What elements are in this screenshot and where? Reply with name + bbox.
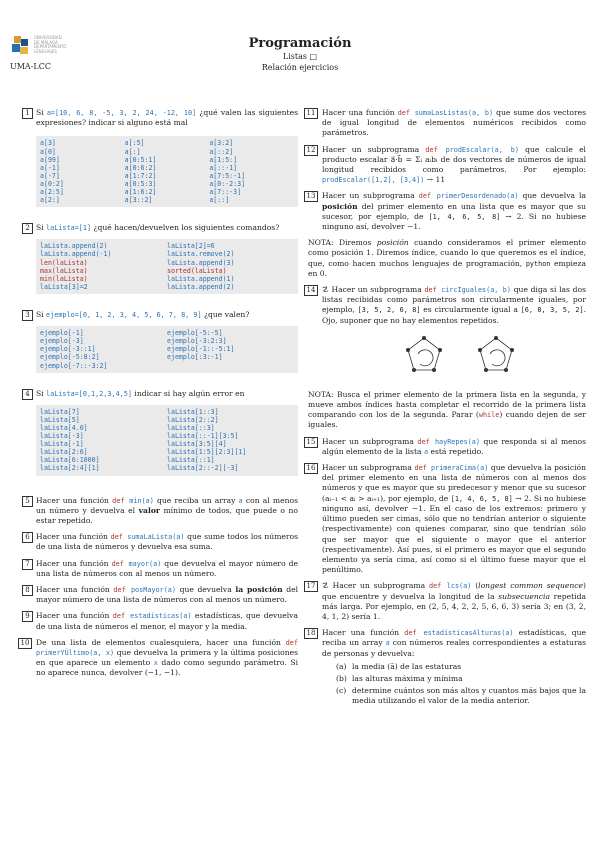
code-line: ejemplo[-1] [40,329,84,338]
header [0,36,600,73]
text: mínimo de todos, que puede o no estar repetido. [36,505,298,525]
code: laLista=[1] [46,224,92,233]
text: . Ojo, suponer que no hay elementos repetidos. [322,305,586,325]
text: Hacer un subprograma [322,191,419,201]
exercise-1 [22,108,298,128]
code-line: a[::-1] [209,163,238,172]
text: que devuelva la posición del primer elemento en una lista de números con al menos dos números y que es mayor que su predecesor y menor que su sucesor (aᵢ₋₁ < aᵢ > aᵢ₊₁), por ejemplo, de [322,463,586,503]
code-line: a[1:7:2] [124,171,157,180]
code-line: a[3] [40,139,56,148]
text: Si [36,108,47,117]
text: que responda si al menos algún elemento de la lista [322,436,587,456]
text: indicar si hay algún error en [131,388,245,398]
code: estadísticas(a) [130,612,192,621]
text: del primer elemento en una lista que es mayor que su sucesor, por ejemplo, de [322,201,586,221]
item-text: las alturas máxima y mínima [352,673,463,683]
item-label: (c) [336,686,347,696]
code-line: a[:] [124,147,141,156]
text: estadísticas, que devuelva de una lista de números el menor, el mayor y la media. [36,611,298,631]
code: [3, 5, 2, 6, 8] [357,306,421,315]
text: que devuelva la [518,191,586,201]
left-column [22,108,298,679]
code-line: laLista[2::-2][-3] [167,464,239,473]
code-line: laLista[2::2] [167,415,219,424]
code: def [110,533,128,542]
code: def [418,192,437,201]
code-line: ejemplo[-3::1] [40,345,96,354]
code: python [525,259,551,268]
code: def [397,109,415,117]
code-line: laLista[2:4][1] [40,464,100,473]
exercise-number: 16 [304,463,318,474]
code: sumaLaLista(a) [127,533,185,542]
code-line: a[::] [209,196,230,205]
code-box-4 [36,405,298,476]
code-line: laLista.remove(2) [167,250,235,259]
text: del mayor número de una lista de números con al menos un número. [36,584,298,605]
code-line: laLista[::3] [167,423,215,432]
hard-icon: ☡ [322,581,329,591]
item-label: (b) [336,673,347,683]
code: def [425,145,446,154]
code-line: ejemplo[-1::-5:1] [167,345,235,354]
code: sumaLasListas(a, b) [414,109,494,117]
list-item [336,686,586,706]
exercise-number: 7 [22,559,33,570]
code-line: laLista.append(2) [167,282,235,291]
text: Hacer una función [36,495,113,505]
circular-diagram [400,332,586,380]
exercise-6 [22,532,298,552]
code-box-3 [36,326,298,372]
code-line: a[::2] [209,147,234,156]
circular-lists-icon [400,332,520,380]
code: circIguales(a, b) [441,286,511,295]
text: que reciba un array [153,495,239,505]
code: while [478,411,500,420]
item-text: determine cuántos son más altos y cuantos más bajos que la media utilizando el valor de la media anterior. [352,686,586,706]
text: Hacer una función [322,108,398,117]
code-line: ejemplo[-7::-3:2] [40,361,108,370]
exercise-number: 14 [304,285,318,296]
code: a=[10, 6, 8, -5, 3, 2, 24, -12, 10] [46,109,197,117]
list-item [336,662,586,672]
code: [6, 8, 3, 5, 2] [520,306,584,315]
exercise-9 [22,611,298,631]
text: Si [36,388,47,398]
code: def [428,582,447,591]
exercise-10 [22,638,298,679]
text: Hacer una función [36,532,111,542]
code-line: laLista[4.0] [40,423,88,432]
code: primerYÚltimo(a, x) [36,648,115,657]
code: def [417,437,435,446]
exercise-number: 4 [22,389,33,400]
text: NOTA: Busca el primer elemento de la primera lista en la segunda, y mueve ambos índices hasta completar el recorrido de la primera lista comparando con los de la segunda. Parar ( [308,389,586,420]
code-line: laLista.append(-1) [40,250,112,259]
code: def [112,496,130,505]
exercise-12 [308,145,586,186]
exercise-16 [308,463,586,575]
code-line: a[-7] [40,171,60,180]
code-line: laLista.append(1) [167,274,235,283]
text: está repetido. [428,446,484,456]
code: [1, 4, 6, 5, 8] [450,494,513,503]
exercise-15 [308,437,586,457]
text: dado como segundo parámetro. Si no aparece nunca, devolver (−1, −1). [36,658,298,678]
code-line: a[0:2] [40,179,64,188]
text: que devuelva la primera y la última posiciones en que aparece un elemento [36,647,298,668]
exercise-number: 10 [18,638,32,649]
subtitle: Listas □ [282,52,318,61]
code: a [238,496,243,505]
text: que sume todos los números de una lista de números y devuelva esa suma. [36,532,298,552]
text: longest common sequence [478,581,584,591]
text: es circularmente igual a [420,305,521,315]
exercise-number: 3 [22,310,33,321]
code-line: a[2:] [40,196,60,205]
code-line: ejemplo[:3:-1] [167,353,223,362]
code-line: a[0:6:2] [124,163,157,172]
exercise-number: 18 [304,628,318,639]
code: min(a) [129,496,154,505]
code-line: ejemplo[-5:-5] [167,329,223,338]
text: → 2. Si no hubiese ninguno así, devolver −1. [322,211,586,232]
code-line: a[7::-3] [209,187,242,196]
exercise-4 [22,389,298,399]
text: Hacer una función [36,611,113,621]
code-line: laLista[::1] [167,456,215,465]
code-line: laLista[2:6] [40,448,88,457]
code-line: a[7:5:-1] [209,171,246,180]
code: x [153,659,158,668]
code-line: laLista[3:5][4] [167,440,227,449]
text: Hacer una función [322,628,405,638]
code-line: ejemplo[-3] [40,337,84,346]
text: Hacer una función [36,584,114,594]
code-line: a[2:5] [40,187,64,196]
text: Hacer un subprograma [328,285,425,295]
exercise-number: 8 [22,585,33,596]
code-line: a[3:2] [209,139,234,148]
text: que diga si las dos listas recibidas como parámetros son circularmente iguales, por ejemplo, [322,285,586,315]
exercise-17 [308,581,586,622]
code: primeraCima(a) [431,464,489,473]
text: NOTA: Diremos [308,238,377,248]
code: def [285,638,298,647]
code: ejemplo=[0, 1, 2, 3, 4, 5, 6, 7, 8, 9] [46,310,202,319]
code-line: laLista[1:5][2:3][1] [167,448,247,457]
code: mayor(a) [128,559,162,568]
code-line: ejemplo[-3:2:3] [167,337,227,346]
exercise-3 [22,310,298,320]
code-line: laLista[5] [40,415,80,424]
page-title: Programación [248,36,352,51]
text: Hacer un subprograma [328,581,429,591]
text: posición [322,201,358,211]
text: subsecuencia [498,591,551,601]
exercise-7 [22,559,298,579]
code-line: a[1:5:] [209,155,238,164]
exercise-number: 9 [22,611,33,622]
text: ) cuando dejen de ser iguales. [308,410,586,430]
code: laLista=[0,1,2,3,4,5] [46,389,132,398]
code-line: a[0:5:1] [124,155,157,164]
code-line: laLista[-1] [40,440,84,449]
logo-caption: UMA-LCC [10,62,51,71]
list-item [336,674,586,684]
code-line: laLista[-3] [40,432,84,441]
text: con números reales correspondientes a estaturas de personas y devuelva: [322,638,587,658]
hard-icon: ☡ [322,285,329,295]
exercise-number: 5 [22,496,33,507]
code: lcs(a) [446,582,472,591]
code: prodEscalar(a, b) [445,145,519,154]
code-line: len(laLista) [40,258,88,267]
exercise-11 [308,108,586,139]
text: que sume dos vectores de igual longitud de elementos numéricos recibidos como parámetros. [322,108,586,138]
code-box-2 [36,239,298,294]
code: a [423,447,429,456]
code: def [404,629,424,638]
code-line: a[-1] [40,163,60,172]
text: De una lista de elementos cualesquiera, hacer una función [36,637,286,647]
code-line: a[3::2] [124,196,153,205]
text: valor [138,505,160,515]
text: ( [471,581,479,591]
code: def [111,559,129,568]
code-line: laLista[3]=2 [40,282,88,291]
text: posición [376,238,409,248]
exercise-13 [308,191,586,232]
exercise-14 [308,285,586,326]
exercise-5 [22,496,298,527]
text: estadísticas, que reciba un array [322,628,586,648]
text: que calcule el producto escalar a⃗·b⃗ = Σᵢ aᵢbᵢ de dos vectores de números de igual longitud recibidos como parámetros. Por ejemplo: [322,144,586,175]
item-text: la media (ā) de las estaturas [352,661,462,671]
code-line: laLista[2]=6 [167,242,215,251]
code: posMayor(a) [130,585,176,594]
subtitle-2: Relación ejercicios [261,63,339,72]
text: empieza en 0. [308,258,587,278]
code: a [385,639,390,648]
text: → 11 [424,175,446,185]
code-line: ejemplo[-5:8:2] [40,353,100,362]
exercise-8 [22,585,298,605]
text: cuando consideramos el primer elemento como posición 1. Diremos índice, cuando lo que queremos es el índice, que, como hacen muchos lenguajes de programación, [308,238,586,268]
exercise-number: 1 [22,108,33,119]
exercise-number: 2 [22,223,33,234]
code: def [113,585,131,594]
text: Si [36,223,47,233]
text: ¿qué hacen/devuelven los siguientes comandos? [91,223,280,233]
text: → 2. Si no hubiese ninguno así, devolver −1. En el caso de los extremos: primero y último pueden ser cimas, sólo que no tendrían anterior o siguiente (respectivamente) con quienes comparar, sino que tendrían sólo que ser mayor que el siguiente o mayor que el anterior (respectivamente). Así pues, si el primero es mayor que el segundo elemento ya sería cima, así como si el último fuese mayor que el penúltimo. [322,493,586,575]
code-line: a[0:-2:3] [209,179,246,188]
exercise-18 [308,628,586,706]
code: def [414,464,432,473]
right-column [308,108,586,709]
code-line: a[99] [40,155,60,164]
text: con al menos un número y devuelva el [36,495,298,515]
note-13 [308,238,586,279]
code-line: sorted(laLista) [167,266,227,275]
text: repetida más larga. Por ejemplo, en (2, 5, 4, 2, 2, 5, 6, 6, 3) sería 3; en (3, 2, 4, 1, 2) sería 1. [322,591,586,621]
exercise-number: 6 [22,532,33,543]
code-line: a[:5] [124,139,145,148]
code: primerDesordenado(a) [436,192,519,201]
code-line: laLista[6:1000] [40,456,100,465]
text: ¿que valen? [201,309,250,319]
exercise-number: 15 [304,437,318,448]
exercise-number: 17 [304,581,318,592]
code-line: a[0] [40,147,56,156]
code-line: min(laLista) [40,274,88,283]
exercise-number: 12 [304,145,318,156]
text: ¿qué valen las siguientes expresiones? indicar si alguno está mal [36,108,298,128]
text: Hacer un subprograma [322,463,415,473]
code-line: laLista.append(3) [167,258,235,267]
text: que devuelva el mayor número de una lista de números con al menos un número. [36,558,298,578]
item-label: (a) [336,661,347,671]
code: [1, 4, 6, 5, 8] [428,212,501,221]
code-line: laLista.append(2) [40,242,108,251]
note-14 [308,390,586,431]
text: Hacer un subprograma [322,144,426,154]
exercise-number: 11 [304,108,318,119]
logo-small-text: UNIVERSIDAD DE MÁLAGA DEPARTAMENTO LENGUAJES [34,35,67,54]
code: hayRepes(a) [434,437,480,446]
code-line: laLista[1::3] [167,407,219,416]
code-box-1 [36,136,298,207]
code: prodEscalar([1,2], [3,4]) [322,176,425,185]
code-line: a[1:6:2] [124,187,157,196]
exercise-2 [22,223,298,233]
exercise-number: 13 [304,191,318,202]
text: ) que encuentre y devuelva la longitud de la [322,581,586,601]
code: def [424,286,442,295]
text: que devuelva [175,584,236,594]
exercise-18-items [322,662,586,707]
code-line: a[0:5:3] [124,179,157,188]
text: Si [36,309,47,319]
text: Hacer un subprograma [322,436,418,446]
code: estadísticasAlturas(a) [423,629,514,638]
code: def [112,612,131,621]
code-line: laLista[7] [40,407,80,416]
code-line: max(laLista) [40,266,88,275]
text: Hacer una función [36,558,112,568]
code-line: laLista[::-1][3:5] [167,432,239,441]
text: la posición [235,584,283,594]
